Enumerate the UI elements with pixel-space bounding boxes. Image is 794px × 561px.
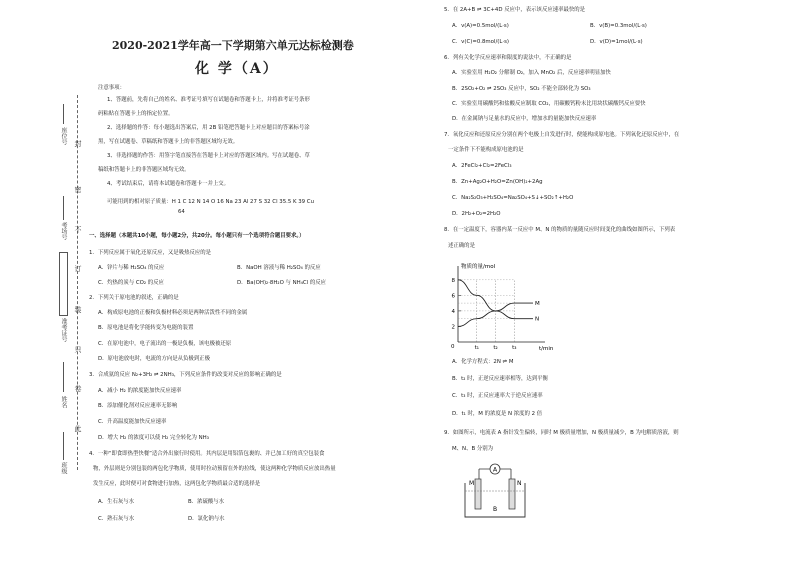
question-stem: 述正确的是 — [448, 243, 475, 249]
question-stem: 8．在一定温度下，容器内某一反应中 M、N 的物质的量随反应时间变化的曲线如图所示，下列表 — [444, 227, 676, 233]
name-line — [63, 362, 64, 392]
option: A．化学方程式：2N ⇌ M — [452, 359, 514, 365]
y-tick-label: 8 — [451, 277, 455, 284]
sidebar-label: 只 — [74, 346, 82, 353]
electrode-m — [475, 479, 481, 509]
sidebar-label: 订 — [74, 265, 82, 272]
ammeter-label: A — [492, 466, 498, 474]
seat-number-line — [63, 104, 64, 124]
x-tick-label: t₃ — [512, 345, 517, 351]
electrode-m-label: M — [469, 480, 475, 487]
notes-line: 4、考试结束后，请将本试题卷和答题卡一并上交。 — [107, 181, 230, 187]
option: D．原电池放电时，电流的方向是从负极到正极 — [98, 356, 210, 362]
exam-title: 2020-2021学年高一下学期第六单元达标检测卷 — [112, 39, 354, 52]
binding-dashed-line — [77, 95, 78, 470]
y-tick-label: 4 — [451, 308, 455, 315]
x-tick-label: 0 — [451, 344, 455, 350]
question-stem: 物，外层则是分别包装的两包化学物质，使用时拉动预留在外的拉线，使这两种化学物质反应放出热量 — [93, 466, 336, 472]
option: A．减小 H₂ 的浓度能加快反应速率 — [98, 388, 182, 394]
class-field: 班级 — [60, 462, 67, 474]
option: D．2H₂+O₂=2H₂O — [452, 211, 501, 217]
option: D．增大 H₂ 的浓度可以使 H₂ 完全转化为 NH₃ — [98, 435, 209, 441]
option: A．v(A)=0.5mol/(L·s) — [452, 23, 509, 29]
option: C．熟石灰与水 — [98, 516, 135, 522]
question-stem: 一定条件下不能构成原电池的是 — [448, 147, 524, 153]
option: A．构成原电池的正极和负极材料必须是两种活泼性不同的金属 — [98, 310, 248, 316]
sidebar-label: 封 — [74, 140, 82, 147]
option: A．锌片与稀 H₂SO₄ 的反应 — [98, 265, 165, 271]
series-label-m: M — [535, 301, 540, 308]
galvanic-cell-apparatus — [455, 455, 535, 523]
x-axis-label: t/min — [539, 346, 554, 352]
electrode-n — [509, 479, 515, 509]
option: B．添加催化剂对反应速率无影响 — [98, 403, 178, 409]
option: D．Ba(OH)₂·8H₂O 与 NH₄Cl 的反应 — [237, 280, 327, 286]
option: C．升高温度能加快反应速率 — [98, 419, 167, 425]
x-tick-label: t₁ — [474, 345, 479, 351]
exam-subtitle: 化 学（A） — [195, 61, 279, 77]
question-stem: 7．氧化反应和还原反应分别在两个电极上自发进行时，便能构成原电池。下列氧化还原反应中，在 — [444, 132, 680, 138]
option: B．NaOH 溶液与稀 H₂SO₄ 的反应 — [237, 265, 321, 271]
option: B．v(B)=0.3mol/(L·s) — [590, 23, 647, 29]
atomic-mass-line: 可能用到的相对原子质量：H 1 C 12 N 14 O 16 Na 23 Al 27 S 32 Cl 35.5 K 39 Cu — [107, 199, 314, 205]
mole-time-chart — [448, 260, 558, 355]
notes-heading: 注意事项： — [98, 85, 125, 91]
seat-number-field: 座位号 — [60, 127, 67, 145]
question-stem: 1．下列反应属于氧化还原反应，又是吸热反应的是 — [89, 250, 212, 256]
option: C．t₃ 时，正反应速率大于逆反应速率 — [452, 393, 543, 399]
option: C．灼热的炭与 CO₂ 的反应 — [98, 280, 164, 286]
option: B．2SO₂+O₂ ⇌ 2SO₃ 反应中，SO₂ 不能全部转化为 SO₃ — [452, 86, 591, 92]
question-stem: 3．合成氨的反应 N₂+3H₂ ⇌ 2NH₃，下列反应条件的改变对反应的影响正确的是 — [89, 372, 282, 378]
y-tick-label: 6 — [451, 293, 455, 300]
exam-room-field: 考场号 — [60, 222, 67, 240]
notes-line: 2、选择题的作答：每小题选出答案后，用 2B 铅笔把答题卡上对应题目的答案标号涂 — [107, 125, 310, 131]
notes-line: 黑，写在试题卷、草稿纸和答题卡上的非答题区域均无效。 — [98, 139, 239, 145]
option: D．在金属钠与足量水的反应中，增加水的量能加快反应速率 — [452, 116, 597, 122]
class-line — [63, 432, 64, 460]
question-stem: 5．在 2A+B ⇌ 3C+4D 反应中，表示该反应速率最快的是 — [444, 7, 586, 13]
option: A．2FeCl₂+Cl₂=2FeCl₃ — [452, 163, 512, 169]
electrode-n-label: N — [517, 480, 522, 487]
admission-number-field: 准考证号 — [60, 318, 67, 342]
sidebar-label: 装 — [74, 306, 82, 313]
option: B．t₂ 时，正逆反应速率相等，达到平衡 — [452, 376, 548, 382]
option: B．浓硫酸与水 — [188, 499, 225, 505]
sidebar-label: 不 — [74, 226, 82, 233]
notes-line: 码粘贴在答题卡上的指定位置。 — [98, 111, 174, 117]
question-stem: 2．下列关于原电池的叙述，正确的是 — [89, 295, 179, 301]
electrolyte-label: B — [492, 506, 498, 513]
option: B．Zn+Ag₂O+H₂O=Zn(OH)₂+2Ag — [452, 179, 543, 185]
option: C．在原电池中，电子流出的一极是负极，该电极被还原 — [98, 341, 232, 347]
sidebar-label: 卷 — [74, 385, 82, 392]
chart-title: 物质的量/mol — [461, 264, 496, 270]
admission-number-boxes[interactable] — [59, 252, 68, 316]
option: A．实验室用 H₂O₂ 分解制 O₂，加入 MnO₂ 后，反应速率明显加快 — [452, 70, 611, 76]
sidebar-label: 密 — [74, 186, 82, 193]
question-stem: M、N、B 分别为 — [452, 446, 494, 452]
option: D．氯化钠与水 — [188, 516, 225, 522]
exam-room-line — [63, 196, 64, 220]
x-tick-label: t₂ — [493, 345, 498, 351]
question-stem: 9．如图所示，电流表 A 指针发生偏转，同时 M 极质量增加，N 极质量减少，B 为电解质溶液，则 — [444, 430, 679, 436]
y-tick-label: 2 — [451, 324, 455, 331]
atomic-mass-line: 64 — [178, 209, 185, 215]
notes-line: 3、非选择题的作答：用签字笔直接答在答题卡上对应的答题区域内。写在试题卷、草 — [107, 153, 310, 159]
option: C．v(C)=0.8mol/(L·s) — [452, 39, 509, 45]
name-field: 姓名 — [60, 396, 67, 408]
option: C．实验室用碳酸钙和盐酸反应制取 CO₂，用碳酸钙粉末比用块状碳酸钙反应要快 — [452, 101, 646, 107]
option: D．t₁ 时，M 的浓度是 N 浓度的 2 倍 — [452, 411, 543, 417]
option: C．Na₂S₂O₃+H₂SO₄=Na₂SO₄+S↓+SO₂↑+H₂O — [452, 195, 574, 201]
option: B．原电池是将化学能转变为电能的装置 — [98, 325, 194, 331]
sidebar-label: 此 — [74, 425, 82, 432]
notes-line: 稿纸和答题卡上的非答题区域均无效。 — [98, 167, 190, 173]
question-stem: 4．一种“即食即热型快餐”适合外出旅行时使用。其内层是用铝箔包裹的、并已加工好的真空包装食 — [89, 451, 325, 457]
series-label-n: N — [535, 316, 540, 323]
section-heading: 一、选择题（本题共10小题，每小题2分，共20分。每小题只有一个选项符合题目要求。） — [89, 233, 305, 239]
question-stem: 6．列有关化学反应速率和限度的说法中，不正确的是 — [444, 55, 572, 61]
binding-sidebar — [0, 0, 92, 561]
option: A．生石灰与水 — [98, 499, 135, 505]
notes-line: 1、答题前，先将自己的姓名、准考证号填写在试题卷和答题卡上，并将准考证号条形 — [107, 97, 310, 103]
option: D．v(D)=1mol/(L·s) — [590, 39, 643, 45]
question-stem: 发生反应，此时便可对食物进行加热，这两包化学物质最合适的选择是 — [93, 481, 261, 487]
